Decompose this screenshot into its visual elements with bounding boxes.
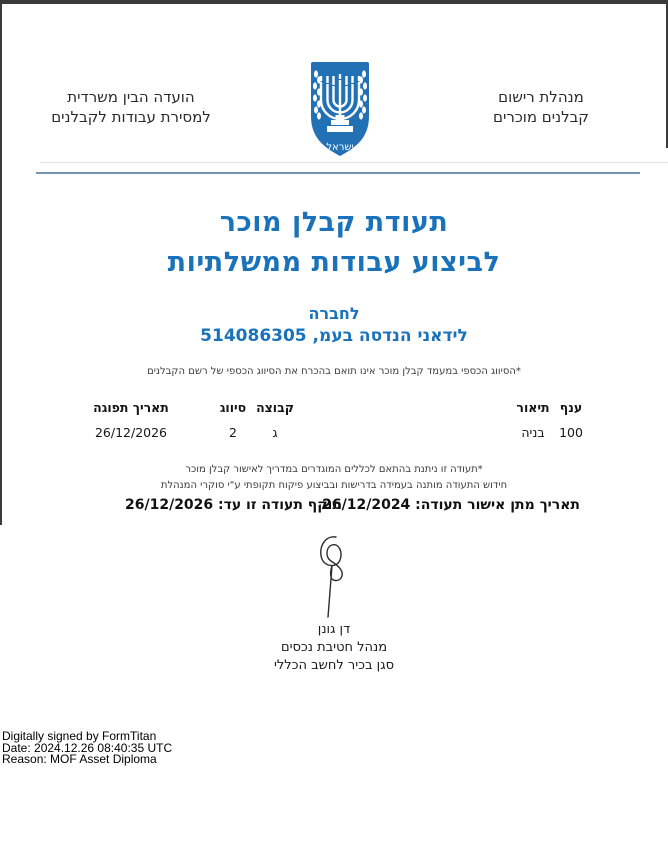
certificate-title-line2: לביצוע עבודות ממשלתיות [167,247,501,278]
column-header: קבוצה [256,400,294,415]
header-left-line2: למסירת עבודות לקבלנים [51,108,211,126]
column-header: ענף [559,400,583,415]
column-value: 2 [229,425,237,440]
column-value: בניה [521,425,545,440]
valid-until-value: 26/12/2026 [125,497,214,513]
column-header: תיאור [516,400,550,415]
column-value: ג [272,425,278,440]
column-value: 26/12/2026 [94,425,168,440]
issue-date-label: תאריך מתן אישור תעודה: [415,497,580,513]
column-header: סיווג [219,400,247,415]
signature-scribble [314,534,356,620]
header-right-line1: מנהלת רישום [498,88,584,106]
table-column-description [493,400,573,440]
header-right-line2: קבלנים מוכרים [493,108,589,126]
valid-until-label: תוקף תעודה זו עד: [218,497,342,513]
emblem-menorah [321,74,359,119]
rules-note-line2: חידוש התעודה מותנה בעמידה בדרישות ובביצוע פיקוח תקופתי ע"י סוקרי המנהלת [160,480,508,491]
classification-table [0,400,668,448]
header-divider-light [40,162,668,163]
signatory-role1: מנהל חטיבת נכסים [280,640,388,655]
table-column-expiry-date [86,400,176,440]
digital-signature-block [2,731,172,766]
emblem-label: ישראל [326,142,354,153]
issue-date [318,497,580,513]
header-right-block [436,87,646,127]
company-intro-label: לחברה [308,304,360,323]
valid-until-date [121,497,342,513]
frame-edge-top [0,0,668,4]
issue-date-value: 26/12/2024 [322,497,411,513]
digital-signature-line2: Date: 2024.12.26 08:40:35 UTC [2,740,173,755]
financial-classification-note: *הסיווג הכספי במעמד קבלן מוכר אינו תואם בהכרח את הסיווג הכספי של רשם הקבלנים [147,366,521,377]
header-left-line1: הועדה הבין משרדית [67,88,195,106]
table-column-classification [203,400,263,440]
column-header: תאריך תפוגה [93,400,169,415]
digital-signature-line1: Digitally signed by FormTitan [2,729,157,743]
digital-signature-line3: Reason: MOF Asset Diploma [2,752,157,767]
israel-state-emblem-icon [302,60,378,162]
header-left-block [26,87,236,127]
column-value: 100 [559,425,583,440]
dates-row [0,497,668,517]
rules-note-line1: *תעודה זו ניתנת בהתאם לכללים המוגדרים במדריך לאישור קבלן מוכר [185,464,483,475]
header-divider-blue [36,172,640,174]
signatory-role2: סגן בכיר לחשב הכללי [273,658,395,673]
company-name-and-id: לידאני הנדסה בעמ, 514086305 [200,326,468,346]
signatory-name: דן גונן [317,622,351,637]
certificate-title-line1: תעודת קבלן מוכר [219,207,449,238]
